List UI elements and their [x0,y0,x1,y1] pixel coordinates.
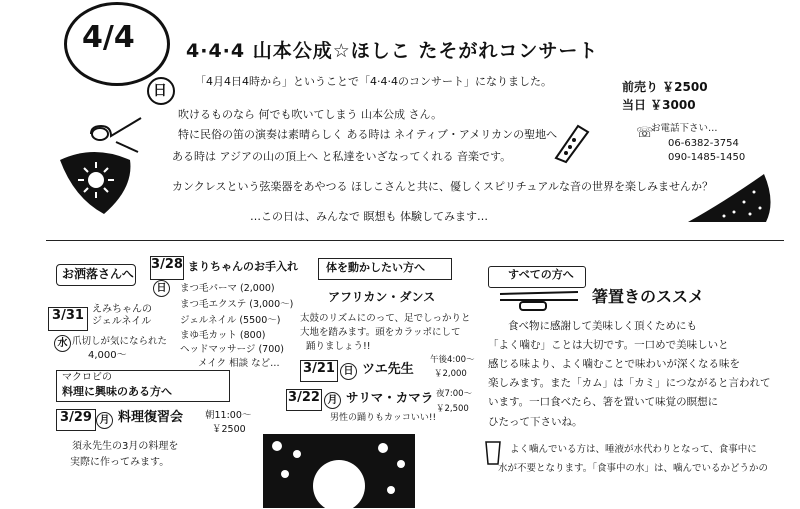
dance-class-2-time: 夜7:00〜 [436,389,473,399]
nail-note: 爪切しが気になられた [72,336,168,347]
chopsticks-line-6: ひたって下さいね。 [488,416,583,428]
intro-line-1: 「4月4日4時から」ということで「4·4·4のコンサート」になりました。 [195,75,552,88]
cooking-heading-line-2: 料理に興味のある方へ [62,385,172,398]
care-item: まつ毛エクステ (3,000〜) [180,299,294,310]
cooking-time: 朝11:00〜 [205,410,252,421]
nail-price: 4,000〜 [88,350,127,361]
dancer-silhouette-illustration [263,434,415,508]
concert-title: 4·4·4 山本公成☆ほしこ たそがれコンサート [186,40,599,62]
chopsticks-line-4: 楽しみます。また「カム」は「カミ」につながると言われて [488,377,771,389]
dance-desc-line-2: 大地を踏みます。頭をカラッポにして [300,327,461,338]
cooking-heading-line-1: マクロビの [62,372,112,383]
dance-class-2-day: 月 [324,392,341,409]
dotted-pattern-illustration [684,172,776,226]
dance-class-1-day: 日 [340,363,357,380]
dance-heading: 体を動かしたい方へ [326,261,425,274]
care-item: まつ毛パーマ (2,000) [180,283,275,294]
chopsticks-line-7: よく噛んでいる方は、唾液が水代わりとなって、食事中に [510,444,757,455]
dance-class-2-price: ￥2,500 [436,404,469,414]
dance-class-2-note: 男性の踊りもカッコいい!! [330,413,437,423]
phone-number-1: 06-6382-3754 [668,138,739,149]
care-title: まりちゃんのお手入れ [188,260,298,273]
dance-class-2-date: 3/22 [286,389,322,411]
phone-number-2: 090-1485-1450 [668,152,746,163]
dance-title: アフリカン・ダンス [328,290,436,304]
dance-desc-line-3: 踊りましょう!! [306,341,371,352]
cooking-desc-line-1: 須永先生の3月の料理を [72,441,179,452]
cooking-desc-line-2: 実際に作ってみます。 [70,457,170,468]
telephone-icon: ☏ [636,125,654,141]
dance-class-2-teacher: サリマ・カマラ [346,390,434,405]
price-door: 当日 ￥3000 [622,98,696,112]
nail-date: 3/31 [48,307,88,331]
dance-desc-line-1: 太鼓のリズムにのって、足でしっかりと [300,313,471,324]
intro-line-6: …この日は、みんなで 瞑想も 体験してみます… [250,210,488,223]
dance-class-1-teacher: ツエ先生 [362,362,414,377]
chopsticks-line-8: 水が不要となります。「食事中の水」は、噛んでいるかどうかの [498,463,768,474]
care-item: ジェルネイル (5500〜) [180,315,281,326]
chopstick-rest-icon [496,286,582,314]
fashion-heading: お洒落さんへ [62,267,134,281]
intro-line-2: 吹けるものなら 何でも吹いてしまう 山本公成 さん。 [178,108,443,121]
care-day: 日 [153,280,170,297]
price-advance: 前売り ￥2500 [622,80,708,94]
cooking-day: 月 [96,412,113,429]
chopsticks-line-1: 食べ物に感謝して美味しく頂くためにも [508,320,697,332]
section-divider [46,240,784,241]
nail-title: えみちゃんの ジェルネイル [92,304,152,327]
care-item: ヘッドマッサージ (700) [180,344,284,355]
event-day: 日 [153,83,167,99]
event-date: 4/4 [82,20,135,55]
intro-line-5: カンクレスという弦楽器をあやつる ほしこさんと共に、優しくスピリチュアルな音の世界を楽しみませんか？ [172,180,713,193]
chopsticks-heading: すべての方へ [508,268,574,281]
chopsticks-line-5: います。一口食べたら、箸を置いて味覚の瞑想に [488,396,719,408]
cooking-date: 3/29 [56,409,96,431]
care-item: まゆ毛カット (800) [180,330,266,341]
dance-class-1-price: ￥2,000 [434,369,467,379]
intro-line-3: 特に民俗の笛の演奏は素晴らしく ある時は ネイティブ・アメリカンの聖地へ [178,128,558,141]
phone-label: お電話下さい… [651,123,718,134]
sun-pattern-illustration [54,148,136,218]
kankles-instrument-icon [548,120,592,164]
chopsticks-title: 箸置きのススメ [592,287,705,306]
care-item: メイク 相談 など… [198,358,280,369]
dance-class-1-date: 3/21 [300,360,338,382]
cooking-title: 料理復習会 [118,410,184,425]
chopsticks-line-3: 感じる味より、よく噛むことで味わいが深くなる味を [488,358,740,370]
nail-day: 水 [54,335,71,352]
care-date: 3/28 [150,256,184,280]
dance-class-1-time: 午後4:00〜 [430,355,475,365]
cooking-price: ￥2500 [212,424,246,435]
intro-line-4: ある時は アジアの山の頂上へ と私達をいざなってくれる 音楽です。 [172,150,512,163]
chopsticks-line-2: 「よく噛む」ことは大切です。一口めで美味しいと [488,339,729,351]
